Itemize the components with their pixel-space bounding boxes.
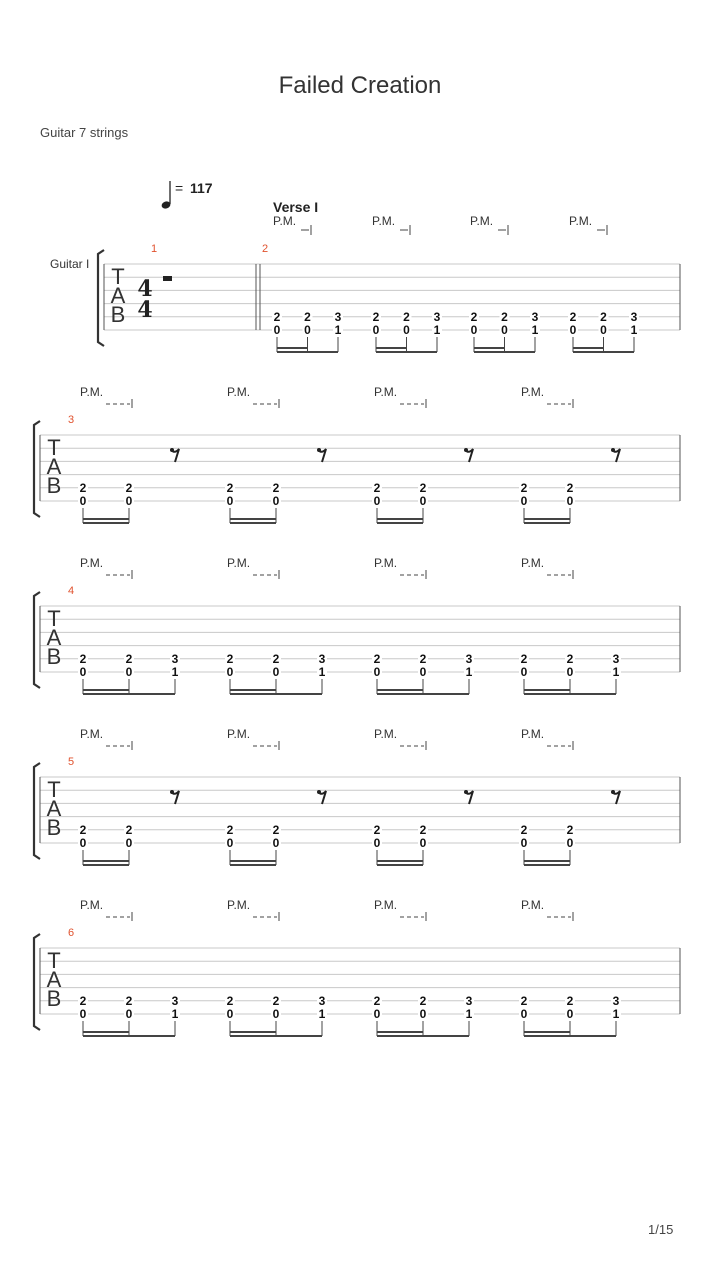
fret-number: 3 — [612, 651, 620, 666]
fret-number: 0 — [125, 665, 133, 679]
fret-number: 2 — [226, 993, 234, 1008]
fret-number: 0 — [372, 323, 380, 337]
fret-number: 2 — [272, 993, 280, 1008]
fret-number: 0 — [470, 323, 478, 337]
tab-clef-letter: T — [47, 435, 61, 460]
fret-number: 3 — [318, 993, 326, 1008]
tab-clef-letter: A — [46, 625, 62, 650]
fret-number: 0 — [566, 836, 574, 850]
fret-number: 2 — [373, 822, 381, 837]
eighth-rest-dot — [317, 790, 321, 794]
fret-number: 0 — [226, 494, 234, 508]
fret-number: 2 — [566, 651, 574, 666]
fret-number: 1 — [318, 665, 326, 679]
tab-clef-letter: B — [46, 644, 62, 669]
fret-number: 2 — [373, 480, 381, 495]
tab-clef-letter: A — [46, 454, 62, 479]
fret-number: 2 — [419, 480, 427, 495]
bar-number: 4 — [68, 585, 75, 597]
fret-number: 3 — [171, 993, 179, 1008]
fret-number: 0 — [304, 323, 311, 337]
fret-number: 1 — [171, 1007, 179, 1021]
fret-number: 2 — [600, 309, 607, 324]
fret-number: 0 — [373, 836, 381, 850]
fret-number: 0 — [520, 494, 528, 508]
fret-number: 3 — [465, 993, 473, 1008]
half-rest-icon — [163, 276, 172, 281]
bar-number: 3 — [68, 414, 75, 426]
fret-number: 0 — [566, 1007, 574, 1021]
fret-number: 0 — [569, 323, 577, 337]
tab-clef-letter: T — [47, 606, 61, 631]
tempo-bpm: 117 — [190, 180, 213, 196]
palm-mute-label: P.M. — [569, 214, 593, 228]
palm-mute-label: P.M. — [227, 898, 251, 912]
fret-number: 0 — [125, 494, 133, 508]
system-bracket — [34, 421, 40, 517]
fret-number: 1 — [433, 323, 441, 337]
bar-number: 2 — [262, 243, 269, 255]
eighth-rest-dot — [170, 790, 174, 794]
fret-number: 1 — [612, 665, 620, 679]
fret-number: 0 — [272, 1007, 280, 1021]
fret-number: 2 — [272, 651, 280, 666]
palm-mute-label: P.M. — [80, 556, 104, 570]
fret-number: 0 — [125, 1007, 133, 1021]
fret-number: 0 — [226, 665, 234, 679]
time-signature-denominator: 4 — [137, 297, 153, 323]
fret-number: 0 — [419, 836, 427, 850]
fret-number: 2 — [403, 309, 410, 324]
fret-number: 0 — [419, 665, 427, 679]
fret-number: 2 — [226, 822, 234, 837]
fret-number: 1 — [531, 323, 539, 337]
palm-mute-label: P.M. — [374, 727, 398, 741]
fret-number: 0 — [226, 836, 234, 850]
fret-number: 0 — [600, 323, 607, 337]
fret-number: 0 — [272, 494, 280, 508]
fret-number: 0 — [566, 665, 574, 679]
palm-mute-label: P.M. — [80, 898, 104, 912]
palm-mute-label: P.M. — [372, 214, 396, 228]
system-bracket — [34, 592, 40, 688]
fret-number: 2 — [226, 480, 234, 495]
eighth-rest-dot — [464, 790, 468, 794]
fret-number: 3 — [465, 651, 473, 666]
tab-clef-letter: A — [110, 283, 126, 308]
palm-mute-label: P.M. — [227, 385, 251, 399]
fret-number: 0 — [403, 323, 410, 337]
fret-number: 2 — [470, 309, 478, 324]
fret-number: 0 — [520, 1007, 528, 1021]
section-marker: Verse I — [273, 199, 319, 215]
fret-number: 0 — [520, 665, 528, 679]
tab-clef-letter: A — [46, 967, 62, 992]
tab-clef-letter: T — [47, 777, 61, 802]
fret-number: 3 — [318, 651, 326, 666]
fret-number: 2 — [79, 993, 87, 1008]
fret-number: 2 — [501, 309, 508, 324]
fret-number: 2 — [569, 309, 577, 324]
fret-number: 0 — [272, 836, 280, 850]
fret-number: 0 — [419, 1007, 427, 1021]
eighth-rest-dot — [317, 448, 321, 452]
fret-number: 2 — [79, 480, 87, 495]
tab-clef-letter: T — [47, 948, 61, 973]
fret-number: 0 — [226, 1007, 234, 1021]
fret-number: 3 — [171, 651, 179, 666]
palm-mute-label: P.M. — [521, 727, 545, 741]
time-signature-numerator: 4 — [137, 276, 153, 302]
fret-number: 2 — [125, 480, 133, 495]
fret-number: 2 — [226, 651, 234, 666]
fret-number: 2 — [372, 309, 380, 324]
eighth-rest-dot — [464, 448, 468, 452]
bar-number: 6 — [68, 927, 75, 939]
fret-number: 1 — [630, 323, 638, 337]
fret-number: 3 — [531, 309, 539, 324]
fret-number: 2 — [272, 822, 280, 837]
fret-number: 0 — [79, 1007, 87, 1021]
fret-number: 0 — [373, 494, 381, 508]
eighth-rest-dot — [611, 790, 615, 794]
fret-number: 0 — [272, 665, 280, 679]
palm-mute-label: P.M. — [374, 898, 398, 912]
system-bracket — [98, 250, 104, 346]
system-bracket — [34, 763, 40, 859]
fret-number: 2 — [125, 651, 133, 666]
fret-number: 1 — [612, 1007, 620, 1021]
page-indicator: 1/15 — [648, 1222, 674, 1237]
fret-number: 0 — [273, 323, 281, 337]
palm-mute-label: P.M. — [374, 385, 398, 399]
fret-number: 0 — [373, 1007, 381, 1021]
fret-number: 0 — [520, 836, 528, 850]
fret-number: 2 — [520, 480, 528, 495]
fret-number: 1 — [318, 1007, 326, 1021]
fret-number: 2 — [566, 822, 574, 837]
fret-number: 3 — [630, 309, 638, 324]
track-name: Guitar I — [50, 257, 90, 271]
palm-mute-label: P.M. — [80, 385, 104, 399]
fret-number: 0 — [566, 494, 574, 508]
system-bracket — [34, 934, 40, 1030]
eighth-rest-dot — [611, 448, 615, 452]
fret-number: 2 — [273, 309, 281, 324]
palm-mute-label: P.M. — [374, 556, 398, 570]
tab-clef-letter: B — [46, 986, 62, 1011]
fret-number: 0 — [79, 494, 87, 508]
bar-number: 5 — [68, 756, 75, 768]
fret-number: 1 — [465, 665, 473, 679]
tab-clef-letter: A — [46, 796, 62, 821]
fret-number: 2 — [125, 822, 133, 837]
fret-number: 1 — [334, 323, 342, 337]
tempo-equals: = — [175, 180, 184, 196]
fret-number: 2 — [79, 651, 87, 666]
tab-clef-letter: B — [110, 302, 126, 327]
fret-number: 2 — [566, 993, 574, 1008]
palm-mute-label: P.M. — [521, 898, 545, 912]
fret-number: 3 — [334, 309, 342, 324]
instrument-label: Guitar 7 strings — [40, 125, 129, 140]
fret-number: 1 — [465, 1007, 473, 1021]
bar-number: 1 — [151, 243, 158, 255]
fret-number: 2 — [419, 651, 427, 666]
fret-number: 2 — [373, 993, 381, 1008]
fret-number: 2 — [272, 480, 280, 495]
fret-number: 0 — [79, 836, 87, 850]
fret-number: 0 — [373, 665, 381, 679]
palm-mute-label: P.M. — [521, 556, 545, 570]
fret-number: 0 — [501, 323, 508, 337]
palm-mute-label: P.M. — [273, 214, 297, 228]
fret-number: 3 — [612, 993, 620, 1008]
fret-number: 2 — [520, 651, 528, 666]
eighth-rest-dot — [170, 448, 174, 452]
tab-clef-letter: B — [46, 473, 62, 498]
fret-number: 2 — [419, 822, 427, 837]
palm-mute-label: P.M. — [227, 727, 251, 741]
fret-number: 2 — [373, 651, 381, 666]
fret-number: 3 — [433, 309, 441, 324]
fret-number: 1 — [171, 665, 179, 679]
fret-number: 2 — [304, 309, 311, 324]
fret-number: 2 — [520, 993, 528, 1008]
tab-clef-letter: T — [111, 264, 125, 289]
fret-number: 2 — [520, 822, 528, 837]
fret-number: 0 — [419, 494, 427, 508]
palm-mute-label: P.M. — [521, 385, 545, 399]
page-title: Failed Creation — [278, 72, 442, 99]
fret-number: 2 — [79, 822, 87, 837]
fret-number: 2 — [566, 480, 574, 495]
palm-mute-label: P.M. — [227, 556, 251, 570]
tab-clef-letter: B — [46, 815, 62, 840]
fret-number: 0 — [79, 665, 87, 679]
fret-number: 2 — [125, 993, 133, 1008]
palm-mute-label: P.M. — [470, 214, 494, 228]
palm-mute-label: P.M. — [80, 727, 104, 741]
fret-number: 2 — [419, 993, 427, 1008]
fret-number: 0 — [125, 836, 133, 850]
